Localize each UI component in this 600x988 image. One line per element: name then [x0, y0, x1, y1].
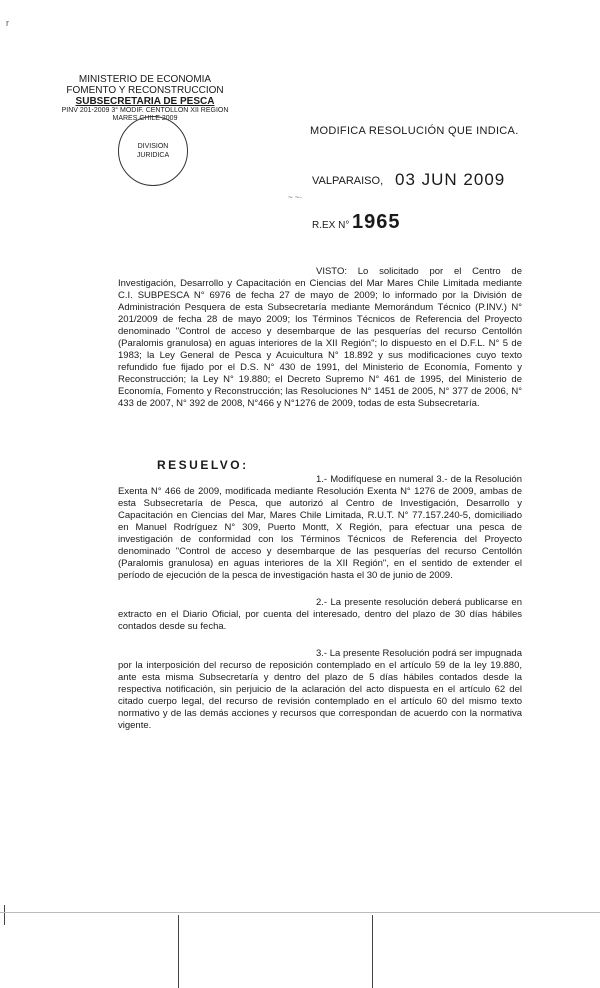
rex-number: 1965 — [352, 211, 401, 233]
fold-line-left — [178, 915, 179, 988]
scan-edge-mark — [4, 905, 5, 925]
document-subject: MODIFICA RESOLUCIÓN QUE INDICA. — [310, 125, 519, 137]
fold-line-right — [372, 915, 373, 988]
handwritten-scribble: ~ ~· — [288, 193, 303, 202]
page-bottom-rule — [0, 912, 600, 913]
visto-paragraph: VISTO: Lo solicitado por el Centro de Investigación, Desarrollo y Capacitación en Ciencias del Mar Mares Chile Limitada mediante C.I. SUBPESCA N° 6976 de fecha 27 de mayo de 2009; lo informado por la División de Administración Pesquera de esta Subsecretaría mediante Memorándum Técnico (P.INV.) N° 201/2009 de fecha 28 de mayo 2009; los Términos Técnicos de Referencia del Proyecto denominado "Control de acceso y desembarque de las pesquerías del recurso Centollón (Paralomis granulosa) en aguas interiores de la XII Región"; lo dispuesto en el D.F.L. N° 5 de 1983; la Ley General de Pesca y Acuicultura N° 18.892 y sus modificaciones cuyo texto refundido fue fijado por el D.S. N° 430 de 1991, del Ministerio de Economía, Fomento y Reconstrucción; la Ley N° 19.880; el Decreto Supremo N° 461 de 1995, del Ministerio de Economía, Fomento y Reconstrucción; las Resoluciones N° 1451 de 2005, N° 377 de 2006, N° 433 de 2007, N° 392 de 2008, N°466 y N°1276 de 2009, todas de esta Subsecretaría. — [118, 266, 522, 409]
reference-line-2: MARES CHILE 2009 — [112, 115, 178, 122]
clause-1: 1.- Modifíquese en numeral 3.- de la Resolución Exenta N° 466 de 2009, modificada mediante Resolución Exenta N° 1276 de 2009, ambas de esta Subsecretaría de Pesca, que autorizó al Centro de Investigación, Desarrollo y Capacitación en Ciencias del Mar, Mares Chile Limitada, R.U.T. N° 77.157.240-5, domiciliado en Manuel Rodríguez N° 309, Puerto Montt, X Región, para efectuar una pesca de investigación de conformidad con los Términos Técnicos de Referencia del Proyecto denominado "Control de acceso y desembarque de las pesquerías del recurso Centollón (Paralomis granulosa) en aguas interiores de la XII Región", en el sentido de extender el período de ejecución de la pesca de investigación hasta el 30 de junio de 2009. — [118, 474, 522, 581]
resuelvo-heading: RESUELVO: — [157, 458, 249, 472]
clause-3: 3.- La presente Resolución podrá ser impugnada por la interposición del recurso de reposición contemplado en el artículo 59 de la ley 19.880, ante esta misma Subsecretaría y dentro del plazo de 5 días hábiles contados desde la respectiva notificación, sin perjuicio de la aclaración del acto dispuesta en el artículo 62 del citado cuerpo legal, del recurso de revisión contemplado en el artículo 60 del mismo texto normativo y de las demás acciones y recursos que correspondan de acuerdo con la normativa vigente. — [118, 648, 522, 731]
corner-mark: r — [6, 18, 9, 28]
stamp-line-1: DIVISION — [137, 143, 169, 150]
subsecretaria-name: SUBSECRETARIA DE PESCA — [75, 96, 215, 107]
division-juridica-stamp — [118, 116, 188, 186]
place-label: VALPARAISO, — [312, 175, 384, 187]
ministry-line-2: FOMENTO Y RECONSTRUCCION — [66, 85, 224, 96]
rex-label: R.EX N° — [312, 220, 350, 231]
letterhead — [60, 74, 230, 123]
stamp-line-2: JURIDICA — [136, 152, 170, 159]
ministry-line-1: MINISTERIO DE ECONOMIA — [78, 74, 212, 85]
reference-line-1: PINV 201-2009 3° MODIF. CENTOLLON XII REGION — [61, 107, 229, 114]
date-stamp: 03 JUN 2009 — [395, 170, 506, 189]
clause-2: 2.- La presente resolución deberá publicarse en extracto en el Diario Oficial, por cuenta del interesado, dentro del plazo de 30 días hábiles contados desde su fecha. — [118, 597, 522, 632]
